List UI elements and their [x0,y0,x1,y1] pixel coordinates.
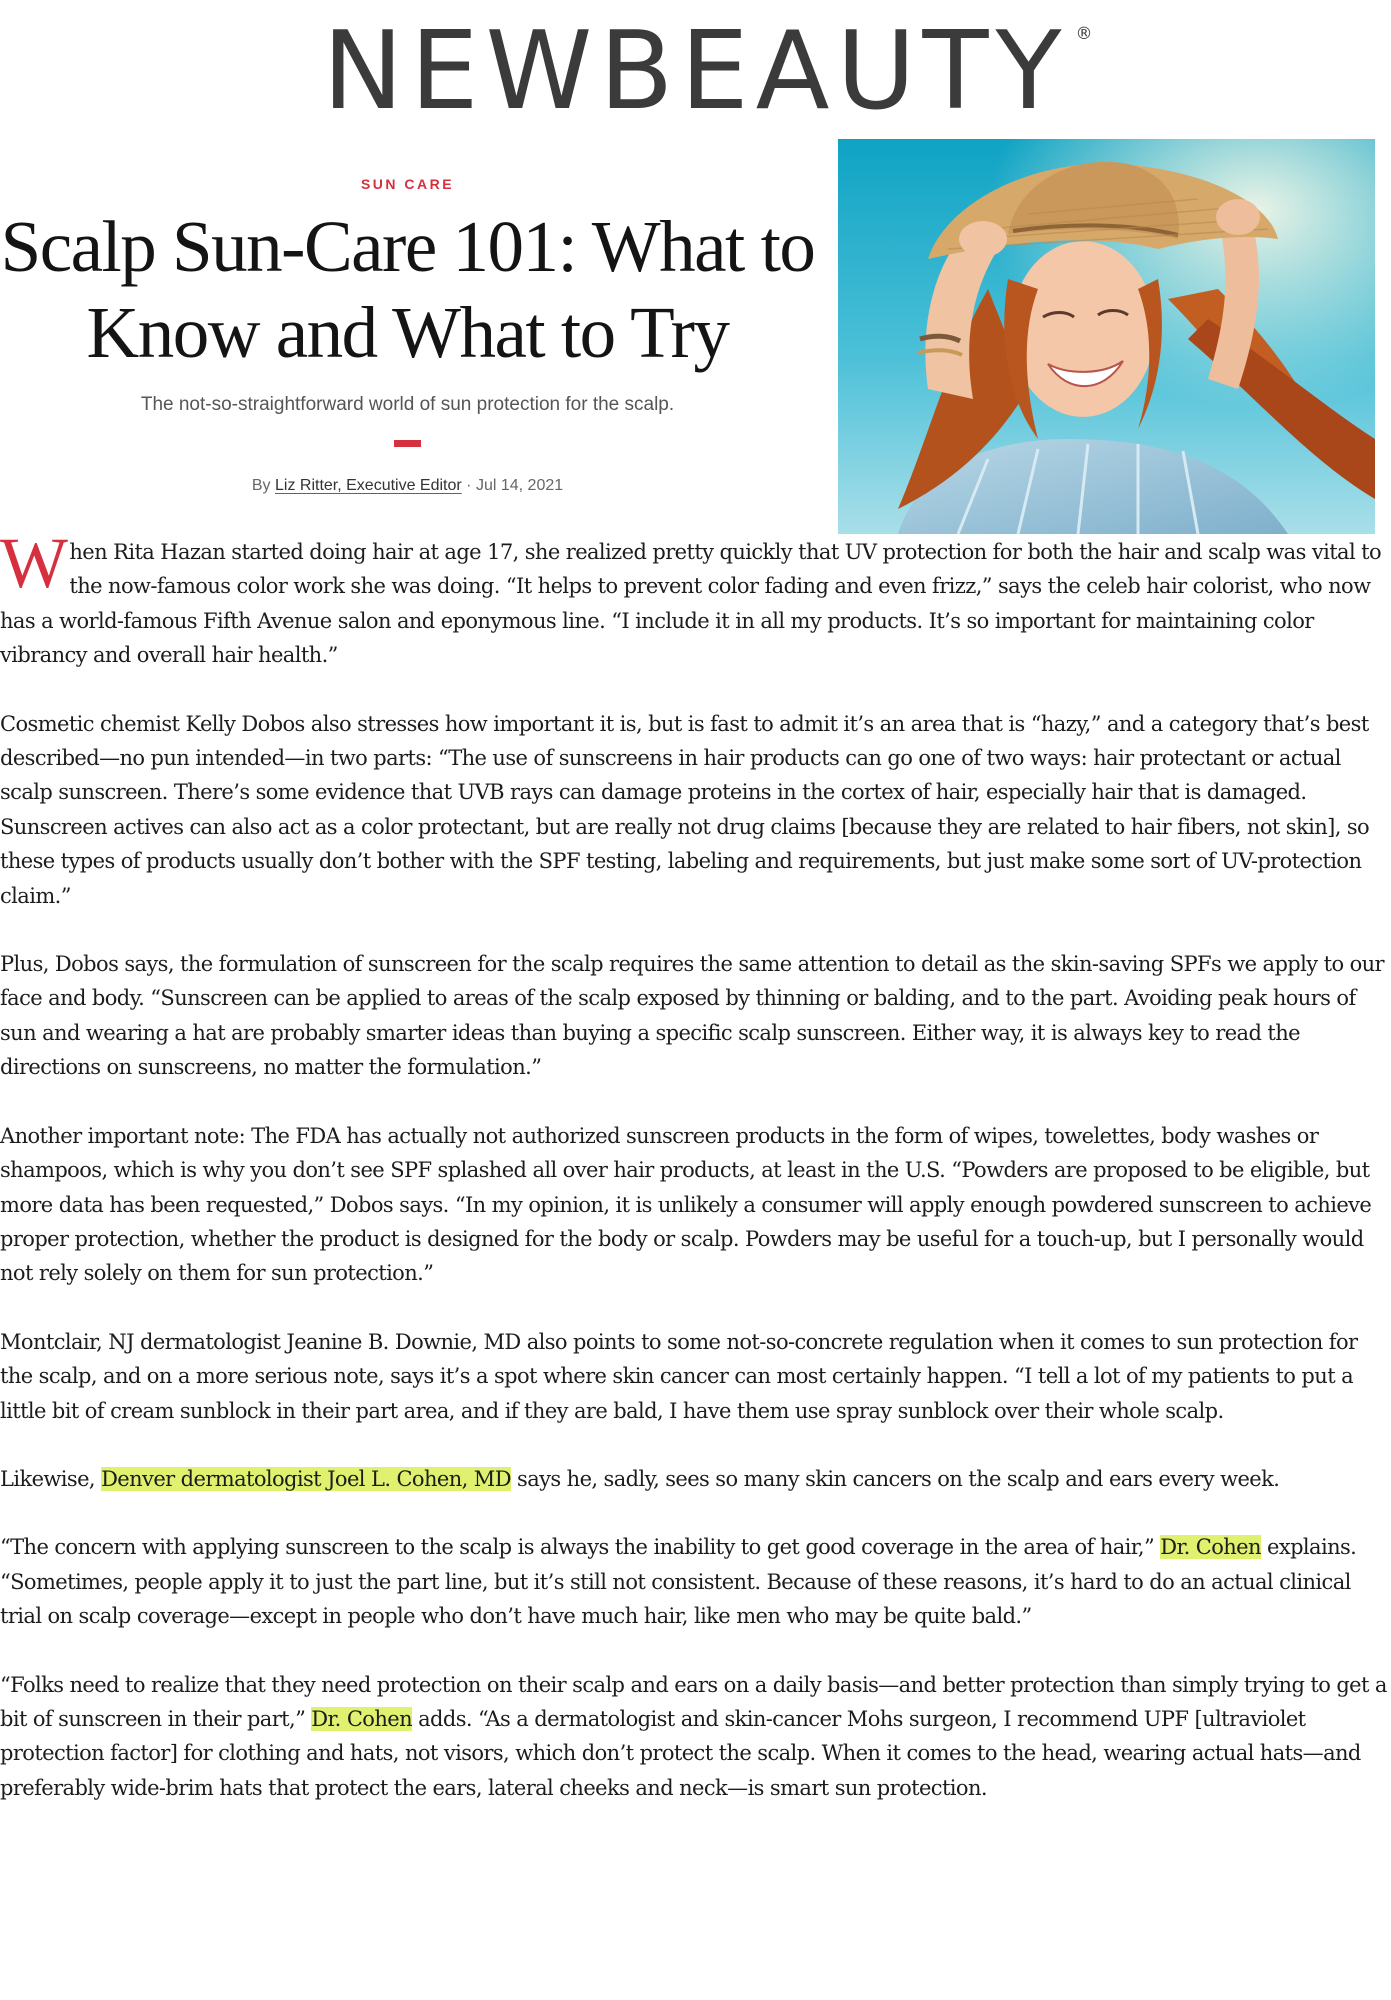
highlighted-text: Denver dermatologist Joel L. Cohen, MD [101,1466,511,1491]
paragraph-2: Cosmetic chemist Kelly Dobos also stresses how important it is, but is fast to admit it’s an area that is “hazy,” and a category that’s best described—no pun intended—in two parts: “The use of sunscreens in hair products can go one of two ways: hair protectant or actual scalp sunscreen. There’s some evidence that UVB rays can damage proteins in the cortex of hair, especially hair that is damaged. Sunscreen actives can also act as a color protectant, but are really not drug claims [because they are related to hair fibers, not skin], so these types of products usually don’t bother with the SPF testing, labeling and requirements, but just make some sort of UV-protection claim.” [0,711,1370,908]
site-logo[interactable] [322,9,1093,134]
title-line-2: Know and What to Try [86,292,729,373]
paragraph-8-before: “Folks need to realize that they need protection on their scalp and ears on a daily basis—and better protection than simply trying to get a bit of sunscreen in their part,” [0,1672,1387,1731]
byline-separator: · [461,477,476,494]
publish-date: Jul 14, 2021 [475,477,564,494]
logo-text: NEWBEAUTY [322,9,1069,134]
hero-image [838,139,1375,534]
article-header [0,170,815,495]
title-line-1: Scalp Sun-Care 101: What to [0,206,815,287]
article-subtitle: The not-so-straightforward world of sun protection for the scalp. [140,394,675,415]
masthead [0,9,1391,134]
byline [0,477,815,495]
divider [394,440,421,447]
highlighted-text: Dr. Cohen [311,1706,413,1731]
paragraph-8 [0,1668,1390,1806]
article-title [0,204,815,376]
paragraph-7-before: “The concern with applying sunscreen to the scalp is always the inability to get good coverage in the area of hair,” [0,1535,1161,1560]
paragraph-7 [0,1530,1390,1633]
paragraph-7-after: explains. “Sometimes, people apply it to just the part line, but it’s still not consistent. Because of these reasons, it’s hard to do an actual clinical trial on scalp coverage—except in people who don’t have much hair, like men who may be quite bald.” [0,1535,1357,1629]
paragraph-8-after: adds. “As a dermatologist and skin-cancer Mohs surgeon, I recommend UPF [ultraviolet protection factor] for clothing and hats, not visors, which don’t protect the scalp. When it comes to the head, wearing actual hats—and preferably wide-brim hats that protect the ears, lateral cheeks and neck—is smart sun protection. [0,1706,1361,1800]
author-link[interactable]: Liz Ritter, Executive Editor [274,477,462,494]
paragraph-1 [0,523,1390,673]
registered-mark: ® [1075,24,1093,44]
byline-prefix: By [251,477,275,494]
paragraph-6 [0,1462,1390,1496]
highlighted-text: Dr. Cohen [1160,1535,1261,1560]
paragraph-4: Another important note: The FDA has actually not authorized sunscreen products in the form of wipes, towelettes, body washes or shampoos, which is why you don’t see SPF splashed all over hair products, at least in the U.S. “Powders are proposed to be eligible, but more data has been requested,” Dobos says. “In my opinion, it is unlikely a consumer will apply enough powdered sunscreen to achieve proper protection, whether the product is designed for the body or scalp. Powders may be useful for a touch-up, but I personally would not rely solely on them for sun protection.” [0,1123,1372,1286]
article-body [0,523,1390,1839]
paragraph-6-before: Likewise, [0,1466,102,1491]
paragraph-1-text: hen Rita Hazan started doing hair at age 17, she realized pretty quickly that UV protection for both the hair and scalp was vital to the now-famous color work she was doing. “It helps to prevent color fading and even frizz,” says the celeb hair colorist, who now has a world-famous Fifth Avenue salon and eponymous line. “I include it in all my products. It’s so important for maintaining color vibrancy and overall hair health.” [0,540,1382,668]
paragraph-3: Plus, Dobos says, the formulation of sunscreen for the scalp requires the same attention to detail as the skin-saving SPFs we apply to our face and body. “Sunscreen can be applied to areas of the scalp exposed by thinning or balding, and to the part. Avoiding peak hours of sun and wearing a hat are probably smarter ideas than buying a specific scalp sunscreen. Either way, it is always key to read the directions on sunscreens, no matter the formulation.” [0,952,1384,1080]
woman-in-sun-hat-photo [838,139,1375,534]
category-link[interactable]: SUN CARE [360,176,455,192]
drop-cap: W [0,523,68,603]
paragraph-6-after: says he, sadly, sees so many skin cancers on the scalp and ears every week. [510,1466,1280,1491]
paragraph-5: Montclair, NJ dermatologist Jeanine B. Downie, MD also points to some not-so-concrete regulation when it comes to sun protection for the scalp, and on a more serious note, says it’s a spot where skin cancer can most certainly happen. “I tell a lot of my patients to put a little bit of cream sunblock in their part area, and if they are bald, I have them use spray sunblock over their whole scalp. [0,1329,1358,1423]
